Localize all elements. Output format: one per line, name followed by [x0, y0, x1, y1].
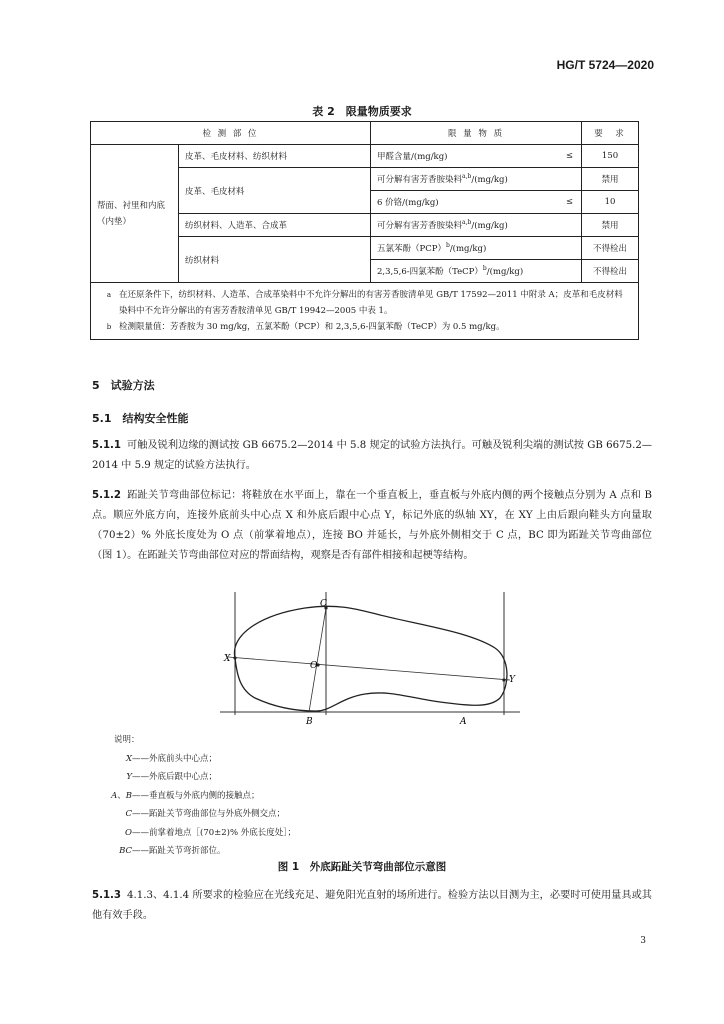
label-a: A: [460, 717, 467, 727]
substance-cell: 2,3,5,6-四氯苯酚（TeCP）$^b$/(mg/kg): [371, 260, 582, 283]
requirement-cell: 禁用: [582, 168, 639, 191]
material-cell: 纺织材料、人造革、合成革: [179, 214, 371, 237]
section-5-heading: 5 试验方法: [92, 379, 155, 392]
legend-item: X ——外底前头中心点；: [125, 753, 218, 764]
legend-item: C ——跖趾关节弯曲部位与外底外侧交点；: [125, 809, 286, 819]
label-b: B: [306, 717, 313, 727]
material-cell: 纺织材料: [179, 237, 371, 283]
table-title: 表 2 限量物质要求: [312, 105, 412, 118]
page-number: 3: [640, 936, 646, 946]
figure-caption: 图 1 外底跖趾关节弯曲部位示意图: [277, 861, 447, 873]
clause-5-1-1: 5.1.1 可触及锐利边缘的测试按 GB 6675.2—2014 中 5.8 规定的试验方法执行。可触及锐利尖端的测试按 GB 6675.2—2014 中 5.9 规定的试验方法执行。: [92, 440, 652, 471]
figure-legend: [92, 731, 296, 861]
label-c: C: [320, 599, 327, 609]
legend-item: Y ——外底后跟中心点；: [126, 772, 218, 782]
point-x: [233, 656, 236, 659]
outsole-outline: [234, 606, 507, 711]
substance-cell: 甲醛含量/(mg/kg): [371, 145, 557, 168]
clause-5-1-3: 5.1.3 4.1.3、4.1.4 所要求的检验应在光线充足、避免阳光直射的场所进行。检验方法以目测为主，必要时可使用量具或其他有效手段。: [92, 890, 652, 921]
table-footnote-row: [91, 283, 639, 340]
material-cell: 皮革、毛皮材料、纺织材料: [179, 145, 371, 168]
clause-5-1-2: 5.1.2 跖趾关节弯曲部位标记：将鞋放在水平面上，靠在一个垂直板上，垂直板与外底内侧的两个接触点分别为 A 点和 B 点。顺应外底方向，连接外底前头中心点 X 和外底后跟中心点 Y，标记外底的纵轴 XY，在 XY 上由后跟向鞋头方向量取（70±2）% 外底长度处为 O 点（前掌着地点），连接 BO 并延长，与外底外侧相交于 C 点，BC 即为跖趾关节弯曲部位（图 1）。在跖趾关节弯曲部位对应的帮面结构，观察是否有部件相接和起梗等结构。: [92, 490, 652, 561]
header-substance: 限 量 物 质: [371, 122, 582, 145]
line-bc: [309, 608, 326, 712]
table-header-row: [91, 122, 639, 145]
outsole-diagram: [220, 590, 520, 735]
table-footnotes: [91, 283, 639, 340]
requirement-cell: 禁用: [582, 214, 639, 237]
substance-cell: 可分解有害芳香胺染料$^{a,b}$/(mg/kg): [371, 168, 582, 191]
label-x: X: [224, 654, 231, 664]
section-5-1-heading: 5.1 结构安全性能: [92, 412, 189, 425]
leq-cell: ≤: [557, 145, 582, 168]
requirement-cell: 10: [582, 191, 639, 214]
leq-cell: ≤: [557, 191, 582, 214]
substance-cell: 6 价铬/(mg/kg): [371, 191, 557, 214]
requirement-cell: 150: [582, 145, 639, 168]
header-part: 检 测 部 位: [91, 122, 371, 145]
region-cell: 帮面、衬里和内底（内垫）: [91, 145, 179, 283]
axis-xy: [228, 657, 510, 680]
legend-item: A、B ——垂直板与外底内侧的接触点；: [111, 790, 260, 801]
header-requirement: 要 求: [582, 122, 639, 145]
substance-cell: 五氯苯酚（PCP）$^b$/(mg/kg): [371, 237, 582, 260]
requirement-cell: 不得检出: [582, 237, 639, 260]
requirement-cell: 不得检出: [582, 260, 639, 283]
standard-number: HG/T 5724—2020: [556, 58, 654, 72]
point-y: [502, 678, 505, 681]
label-y: Y: [509, 675, 515, 685]
legend-item: O ——前掌着地点［(70±2)% 外底长度处］；: [125, 827, 297, 838]
legend-item: BC ——跖趾关节弯折部位。: [119, 846, 226, 856]
material-cell: 皮革、毛皮材料: [179, 168, 371, 214]
footnote-b: b 检测限量值：芳香胺为 30 mg/kg，五氯苯酚（PCP）和 2,3,5,6-四氯苯酚（TeCP）为 0.5 mg/kg。: [106, 322, 505, 332]
limit-substances-table: [90, 121, 639, 340]
table-row: [91, 145, 639, 168]
legend-title: 说明：: [114, 735, 140, 745]
label-o: O: [310, 661, 318, 671]
footnote-a: a 在还原条件下，纺织材料、人造革、合成革染料中不允许分解出的有害芳香胺清单见 GB/T 17592—2011 中附录 A；皮革和毛皮材料染料中不允许分解出的有害芳香胺清单见 GB/T 19942—2005 中表 1。: [106, 290, 623, 316]
substance-cell: 可分解有害芳香胺染料$^{a,b}$/(mg/kg): [371, 214, 582, 237]
